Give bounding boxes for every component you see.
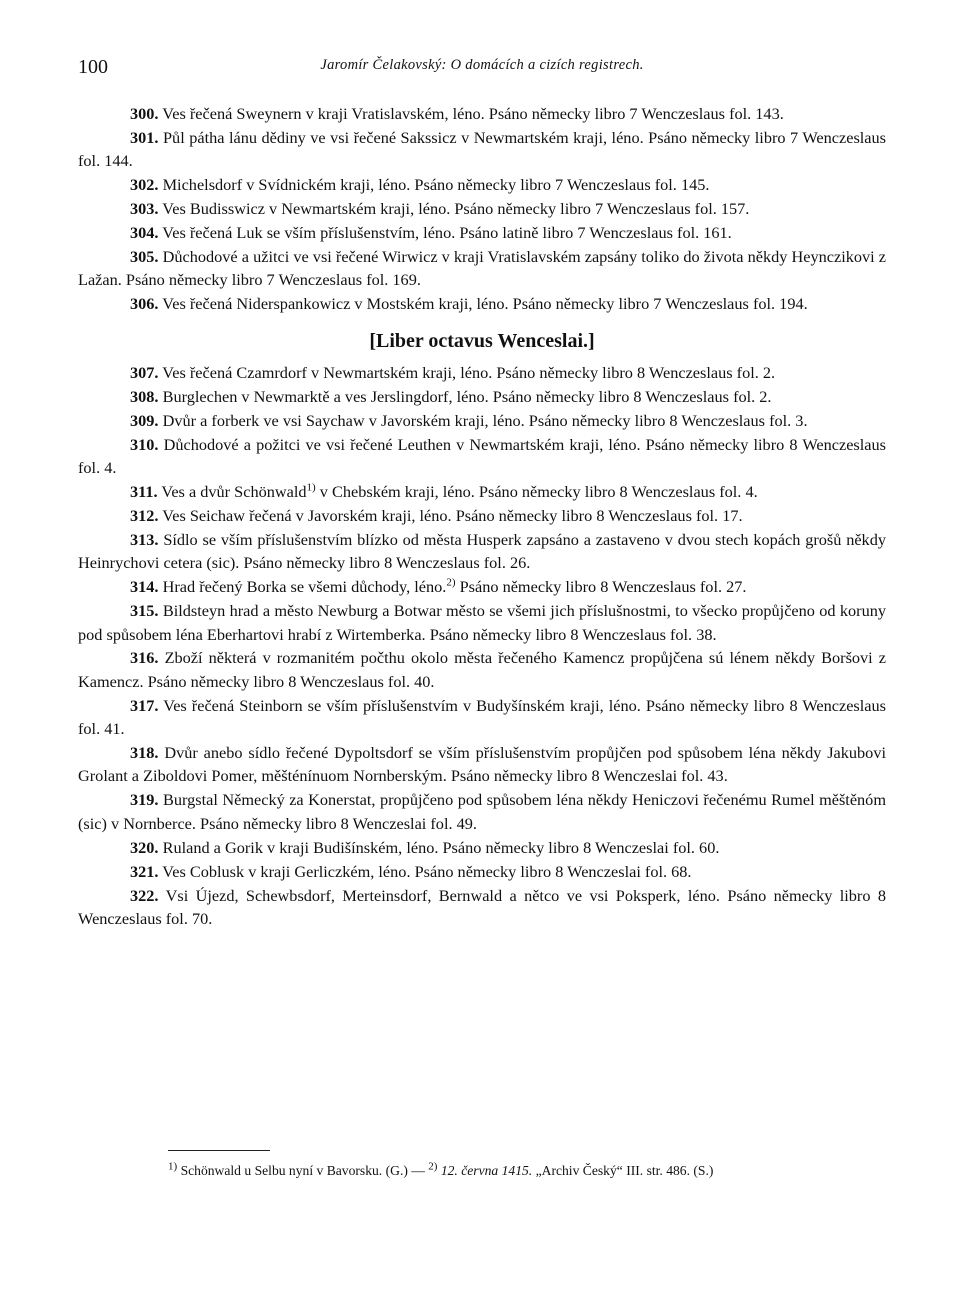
- entry-number: 301.: [130, 127, 159, 147]
- entry-number: 319.: [130, 790, 159, 810]
- register-entry: [78, 788, 886, 835]
- footnote-marker: 2): [428, 1160, 438, 1173]
- entry-number: 316.: [130, 648, 159, 668]
- entry-number: 304.: [130, 223, 159, 243]
- entry-text: Ves řečená Steinborn se vším příslušenstvím v Budyšínském kraji, léno. Psáno německy libro 8 Wenczeslaus fol. 41.: [78, 695, 886, 739]
- footnote-text: Schönwald u Selbu nyní v Bavorsku. (G.) —: [177, 1163, 429, 1178]
- entry-text: Ves řečená Sweynern v kraji Vratislavském, léno. Psáno německy libro 7 Wenczeslaus fol. 143.: [162, 104, 784, 123]
- entry-text-continued: Psáno německy libro 8 Wenczeslaus fol. 27.: [455, 577, 747, 597]
- register-entry: [78, 575, 886, 598]
- entry-number: 315.: [130, 601, 159, 621]
- entry-text: Ves řečená Czamrdorf v Newmartském kraji, léno. Psáno německy libro 8 Wenczeslaus fol. 2.: [162, 363, 776, 383]
- running-head: Jaromír Čelakovský: O domácích a cizích registrech.: [320, 57, 644, 73]
- register-entry: [78, 173, 886, 196]
- entry-text: Burglechen v Newmarktě a ves Jerslingdorf, léno. Psáno německy libro 8 Wenczeslaus fol. 2.: [162, 386, 772, 406]
- entry-text: Bildsteyn hrad a město Newburg a Botwar město se všemi jich příslušnostmi, to všecko propůjčeno od koruny pod spůsobem léna Eberhartovi hrabí z Wirtemberka. Psáno německy libro 8 Wenczeslaus fol. 38.: [78, 601, 886, 644]
- register-entry: [78, 385, 886, 408]
- register-entry: [78, 860, 886, 883]
- entry-text: Dvůr anebo sídlo řečené Dypoltsdorf se vším příslušenstvím propůjčen pod spůsobem léna někdy Jakubovi Grolant a Ziboldovi Pomer, měšténínuom Nornberským. Psáno německy libro 8 Wenczeslai fol. 43.: [78, 743, 886, 786]
- entry-text: Dvůr a forberk ve vsi Saychaw v Javorském kraji, léno. Psáno německy libro 8 Wenczeslaus fol. 3.: [162, 410, 808, 430]
- register-entry: [78, 197, 886, 220]
- entry-text: Ves řečená Luk se vším příslušenstvím, léno. Psáno latině libro 7 Wenczeslaus fol. 161.: [162, 223, 732, 243]
- register-entry: [78, 694, 886, 741]
- register-entry: [78, 504, 886, 527]
- entry-text: Ves řečená Niderspankowicz v Mostském kraji, léno. Psáno německy libro 7 Wenczeslaus fol. 194.: [162, 294, 808, 314]
- entry-number: 302.: [130, 175, 159, 195]
- register-entry: [78, 102, 886, 125]
- register-entry: [78, 599, 886, 646]
- entry-number: 305.: [130, 246, 159, 266]
- entry-number: 308.: [130, 386, 159, 406]
- entry-number: 309.: [130, 410, 159, 430]
- entry-number: 306.: [130, 294, 159, 314]
- entry-text: Ves a dvůr Schönwald: [161, 482, 307, 502]
- entry-number: 321.: [130, 861, 159, 881]
- entry-number: 314.: [130, 577, 159, 597]
- footnote-reference[interactable]: 2): [446, 576, 456, 589]
- entry-text: Ves Coblusk v kraji Gerliczkém, léno. Psáno německy libro 8 Wenczeslai fol. 68.: [162, 861, 692, 881]
- register-entry: [78, 126, 886, 173]
- footnote-text: „Archiv Český“ III. str. 486. (S.): [532, 1163, 714, 1178]
- register-entry: [78, 292, 886, 315]
- entry-number: 317.: [130, 695, 159, 715]
- entry-text: Burgstal Německý za Konerstat, propůjčeno pod spůsobem léna někdy Heniczovi řečenému Rumel měštěnóm (sic) v Nornberce. Psáno německy libro 8 Wenczeslai fol. 49.: [78, 790, 886, 833]
- entry-number: 322.: [130, 885, 159, 905]
- entry-number: 307.: [130, 363, 159, 383]
- register-entry: [78, 884, 886, 931]
- section-heading: [Liber octavus Wenceslai.]: [369, 329, 595, 352]
- page-body: [78, 102, 886, 931]
- entry-text: Vsi Újezd, Schewbsdorf, Merteinsdorf, Bernwald a nětco ve vsi Poksperk, léno. Psáno německy libro 8 Wenczeslaus fol. 70.: [78, 885, 887, 928]
- entry-number: 300.: [130, 104, 159, 123]
- entry-text: Ruland a Gorik v kraji Budišínském, léno. Psáno německy libro 8 Wenczeslai fol. 60.: [162, 837, 720, 857]
- entry-text: Ves Seichaw řečená v Javorském kraji, léno. Psáno německy libro 8 Wenczeslaus fol. 17.: [162, 506, 743, 525]
- page-number: 100: [78, 56, 108, 78]
- footnote-reference[interactable]: 1): [306, 481, 316, 494]
- entry-text: Důchodové a užitci ve vsi řečené Wirwicz v kraji Vratislavském zapsány toliko do života někdy Heynczikovi z Lažan. Psáno německy libro 7 Wenczeslaus fol. 169.: [78, 246, 886, 290]
- entry-text: Hrad řečený Borka se všemi důchody, léno.: [162, 577, 447, 597]
- entry-text: Ves Budisswicz v Newmartském kraji, léno. Psáno německy libro 7 Wenczeslaus fol. 157.: [162, 199, 750, 219]
- footnote-marker: 1): [168, 1160, 178, 1173]
- footnote-date: 12. června 1415.: [437, 1163, 533, 1178]
- register-entry: [78, 409, 886, 432]
- entry-text: Půl pátha lánu dědiny ve vsi řečené Sakssicz v Newmartském kraji, léno. Psáno německy libro 7 Wenczeslaus fol. 144.: [78, 127, 887, 171]
- entry-text-continued: v Chebském kraji, léno. Psáno německy libro 8 Wenczeslaus fol. 4.: [315, 482, 758, 502]
- entry-number: 310.: [130, 434, 159, 454]
- entry-number: 303.: [130, 199, 159, 219]
- register-entry: [78, 361, 886, 384]
- register-entry: [78, 245, 886, 292]
- entry-number: 313.: [130, 529, 159, 549]
- entry-number: 318.: [130, 743, 159, 763]
- entry-text: Zboží některá v rozmanitém počthu okolo města řečeného Kamencz propůjčena sú lénem někdy Boršovi z Kamencz. Psáno německy libro 8 Wenczeslaus fol. 40.: [78, 648, 886, 691]
- page-header: [78, 56, 886, 86]
- entry-text: Sídlo se vším příslušenstvím blízko od města Husperk zapsáno a zastaveno v dvou stech kopách grošů někdy Heinrychovi cetera (sic). Psáno německy libro 8 Wenczeslaus fol. 26.: [78, 529, 886, 573]
- entry-number: 311.: [130, 482, 158, 502]
- register-entry: [78, 528, 886, 575]
- footnote-divider: [168, 1150, 270, 1151]
- register-entry: [78, 741, 886, 788]
- register-entry: [78, 221, 886, 244]
- entry-text: Michelsdorf v Svídnickém kraji, léno. Psáno německy libro 7 Wenczeslaus fol. 145.: [162, 175, 710, 195]
- register-entry: [78, 836, 886, 859]
- register-entry: [78, 646, 886, 693]
- entry-text: Důchodové a požitci ve vsi řečené Leuthen v Newmartském kraji, léno. Psáno německy libro 8 Wenczeslaus fol. 4.: [78, 434, 886, 478]
- register-entry: [78, 433, 886, 480]
- footnotes: [168, 1162, 892, 1180]
- entry-number: 320.: [130, 837, 159, 857]
- register-entry: [78, 480, 886, 503]
- entry-number: 312.: [130, 506, 159, 525]
